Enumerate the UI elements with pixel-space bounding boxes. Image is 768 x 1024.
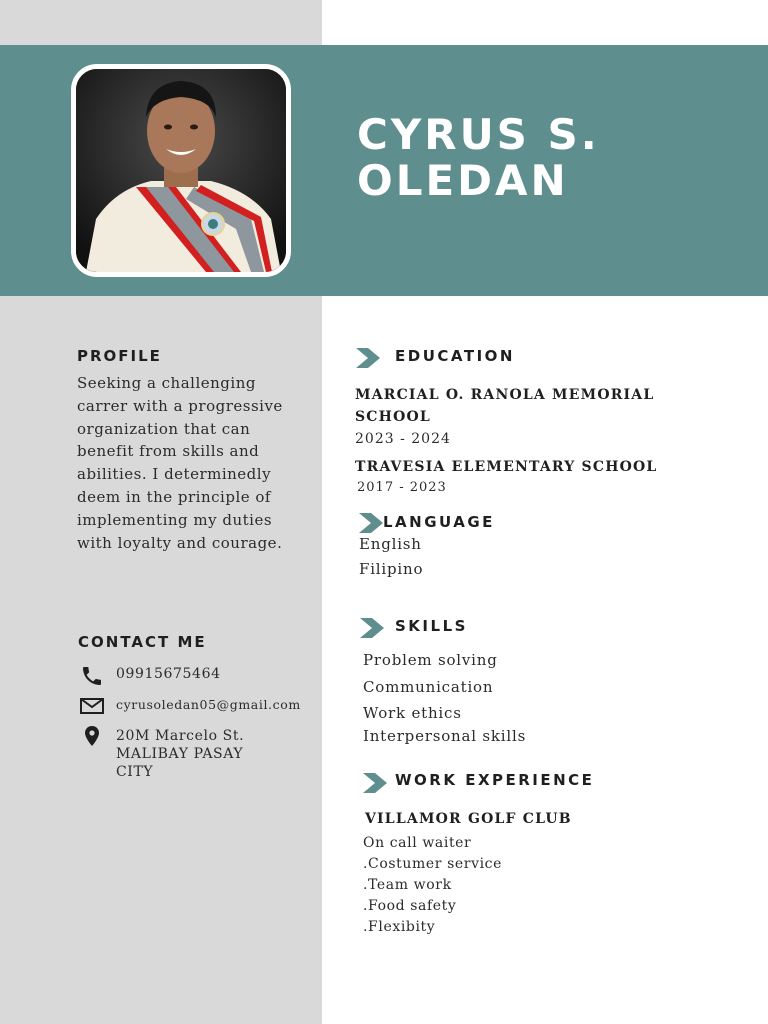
skill-item: Problem solving	[363, 651, 498, 669]
location-pin-icon	[80, 724, 104, 748]
language-heading: LANGUAGE	[383, 513, 495, 531]
chevron-right-icon	[359, 513, 385, 533]
name-line-first: CYRUS S.	[357, 110, 600, 159]
name-line-last: OLEDAN	[357, 156, 569, 205]
address-line: CITY	[116, 764, 154, 780]
profile-text: Seeking a challenging carrer with a progressive organization that can benefit from skills and abilities. I determinedly deem in the principle of implementing my duties with loyalty and courage.	[77, 374, 283, 552]
contact-heading: CONTACT ME	[78, 633, 207, 651]
contact-address	[116, 727, 244, 781]
work-duty-item: .Flexibity	[363, 919, 436, 935]
address-line: MALIBAY PASAY	[116, 746, 244, 762]
address-line: 20M Marcelo St.	[116, 728, 245, 744]
phone-icon	[80, 664, 104, 688]
email-icon	[80, 694, 104, 718]
chevron-right-icon	[356, 348, 382, 368]
work-company: VILLAMOR GOLF CLUB	[365, 811, 572, 827]
chevron-right-icon	[360, 618, 386, 638]
work-duty-item: On call waiter	[363, 835, 472, 851]
skill-item: Interpersonal skills	[363, 727, 527, 745]
education-years: 2023 - 2024	[355, 431, 451, 447]
skill-item: Work ethics	[363, 704, 462, 722]
education-heading: EDUCATION	[395, 347, 515, 365]
work-duty-item: .Costumer service	[363, 856, 502, 872]
skills-heading: SKILLS	[395, 617, 468, 635]
chevron-right-icon	[363, 773, 389, 793]
work-experience-heading: WORK EXPERIENCE	[395, 771, 595, 789]
language-item: Filipino	[359, 560, 424, 578]
contact-phone-row	[80, 664, 221, 688]
education-school: MARCIAL O. RANOLA MEMORIAL SCHOOL	[355, 387, 655, 425]
profile-photo-image	[76, 69, 286, 272]
work-duty-item: .Team work	[363, 877, 452, 893]
language-item: English	[359, 535, 422, 553]
contact-email-row	[80, 694, 301, 718]
contact-phone: 09915675464	[116, 666, 221, 682]
full-name	[357, 112, 737, 204]
education-school: TRAVESIA ELEMENTARY SCHOOL	[355, 459, 658, 475]
contact-email: cyrusoledan05@gmail.com	[116, 697, 301, 712]
contact-address-row	[80, 724, 245, 780]
education-years: 2017 - 2023	[357, 480, 447, 495]
profile-photo	[71, 64, 291, 277]
skill-item: Communication	[363, 678, 494, 696]
profile-heading: PROFILE	[77, 347, 162, 365]
work-duty-item: .Food safety	[363, 898, 457, 914]
